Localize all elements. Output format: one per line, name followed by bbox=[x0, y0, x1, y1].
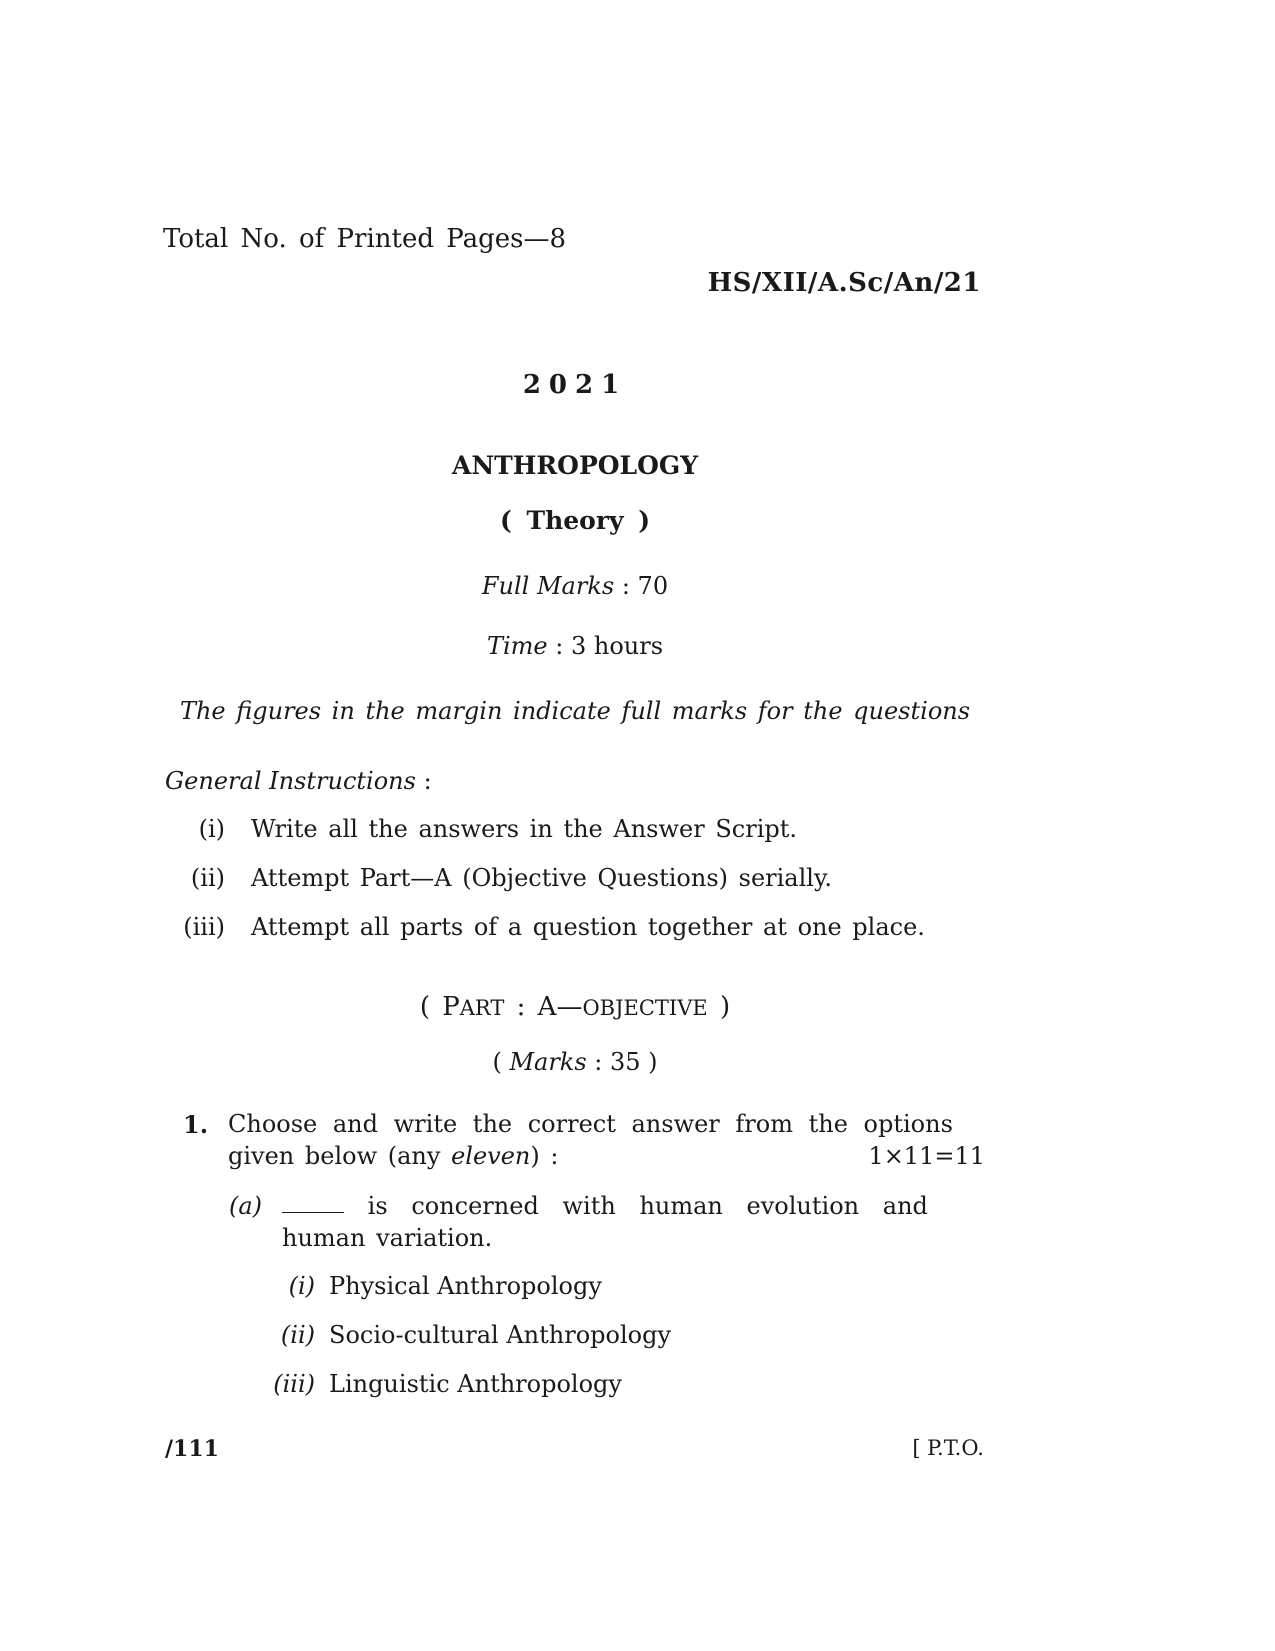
full-marks bbox=[0, 572, 1150, 600]
sub-question-text-line2: human variation. bbox=[282, 1224, 493, 1252]
footer-code: /111 bbox=[165, 1436, 219, 1462]
instruction-item bbox=[198, 815, 797, 843]
option-label: (ii) bbox=[280, 1321, 315, 1349]
subject-title: ANTHROPOLOGY bbox=[451, 451, 699, 480]
option-label: (iii) bbox=[273, 1370, 315, 1398]
question-number: 1. bbox=[183, 1110, 209, 1139]
option-label: (i) bbox=[288, 1272, 315, 1300]
part-marks: ( Marks : 35 ) bbox=[492, 1048, 658, 1076]
general-instructions-heading: General Instructions : bbox=[165, 767, 432, 795]
paper-type: ( Theory ) bbox=[499, 506, 651, 535]
exam-time bbox=[0, 632, 1150, 660]
instruction-number: (i) bbox=[198, 815, 225, 843]
total-printed-pages: Total No. of Printed Pages—8 bbox=[163, 224, 566, 254]
answer-option bbox=[288, 1272, 602, 1300]
instruction-number: (ii) bbox=[190, 864, 225, 892]
full-marks-label: Full Marks bbox=[481, 572, 615, 600]
sub-question-label: (a) bbox=[229, 1192, 263, 1220]
time-value: : 3 hours bbox=[547, 632, 664, 660]
margin-note: The figures in the margin indicate full marks for the questions bbox=[179, 697, 971, 725]
instruction-text: Write all the answers in the Answer Script. bbox=[251, 815, 797, 843]
answer-option bbox=[273, 1370, 622, 1398]
instruction-number: (iii) bbox=[183, 913, 225, 941]
instruction-text: Attempt Part—A (Objective Questions) serially. bbox=[251, 864, 832, 892]
question-text-line1: Choose and write the correct answer from the options bbox=[228, 1110, 953, 1138]
footer-pto: [ P.T.O. bbox=[912, 1436, 984, 1460]
instruction-text: Attempt all parts of a question together at one place. bbox=[251, 913, 925, 941]
instruction-item bbox=[183, 913, 925, 941]
instruction-item bbox=[190, 864, 832, 892]
option-text: Physical Anthropology bbox=[329, 1272, 602, 1300]
full-marks-value: : 70 bbox=[614, 572, 669, 600]
part-heading: ( PART : A—OBJECTIVE ) bbox=[419, 992, 731, 1022]
time-label: Time bbox=[486, 632, 548, 660]
sub-question-text: is concerned with human evolution and bbox=[282, 1192, 928, 1220]
paper-code: HS/XII/A.Sc/An/21 bbox=[707, 268, 981, 298]
question-marks: 1×11=11 bbox=[868, 1142, 985, 1170]
option-text: Linguistic Anthropology bbox=[329, 1370, 622, 1398]
answer-blank bbox=[282, 1192, 344, 1213]
option-text: Socio-cultural Anthropology bbox=[329, 1321, 671, 1349]
exam-year: 2021 bbox=[522, 370, 628, 400]
question-text-line2: given below (any eleven) : bbox=[228, 1142, 559, 1170]
answer-option bbox=[280, 1321, 671, 1349]
